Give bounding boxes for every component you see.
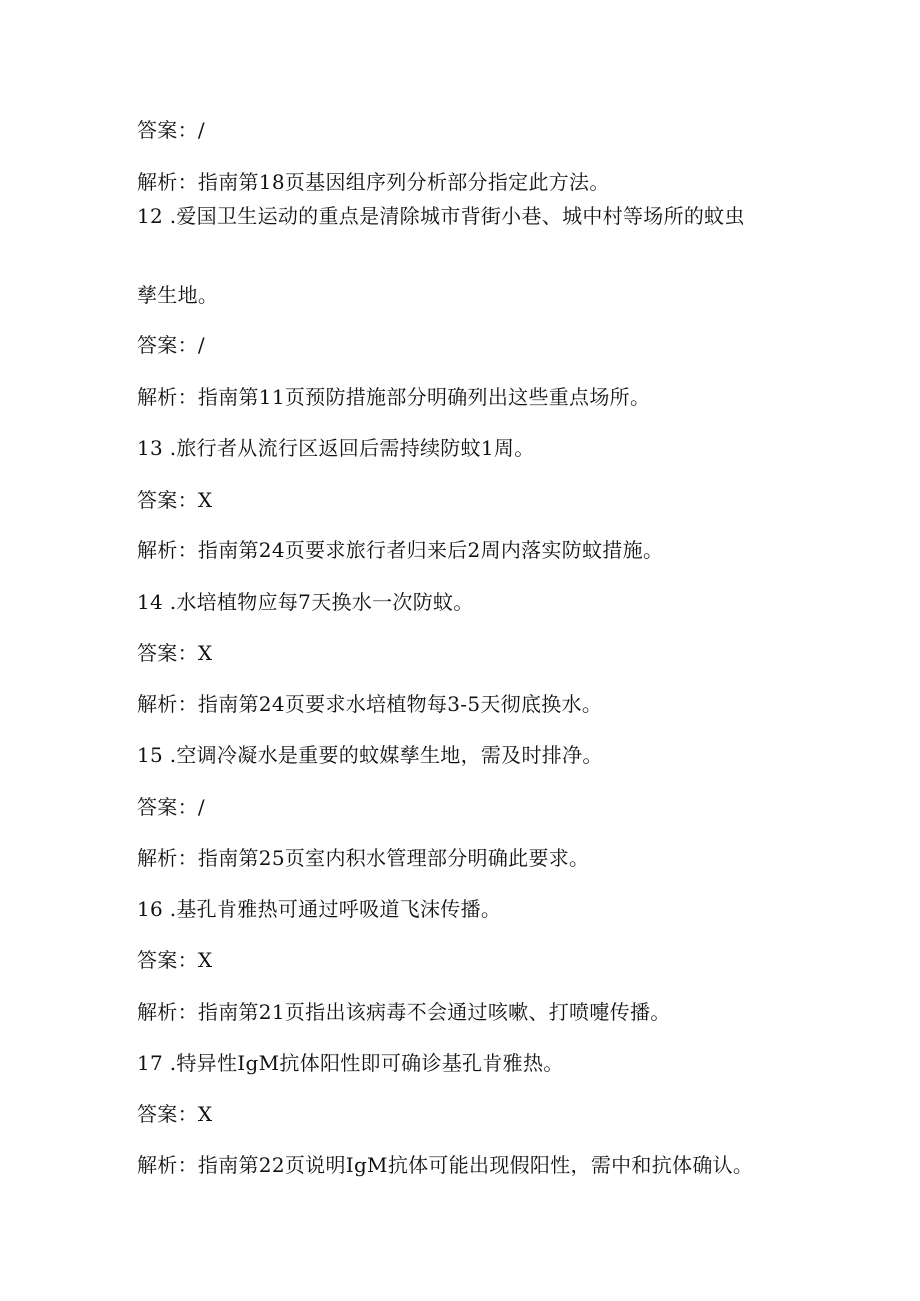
question-17-text: 17 .特异性IgM抗体阳性即可确诊基孔肯雅热。 xyxy=(137,1051,564,1075)
explanation-text: 解析：指南第11页预防措施部分明确列出这些重点场所。 xyxy=(137,385,651,409)
question-16-text: 16 .基孔肯雅热可通过呼吸道飞沫传播。 xyxy=(137,897,502,921)
explanation-text: 解析：指南第24页要求旅行者归来后2周内落实防蚊措施。 xyxy=(137,538,664,562)
explanation-text: 解析：指南第25页室内积水管理部分明确此要求。 xyxy=(137,846,590,870)
answer-text: 答案：X xyxy=(137,948,213,972)
answer-text: 答案：/ xyxy=(137,795,205,819)
answer-text: 答案：X xyxy=(137,1102,213,1126)
explanation-text: 解析：指南第24页要求水培植物每3-5天彻底换水。 xyxy=(137,692,603,716)
question-15-text: 15 .空调冷凝水是重要的蚊媒孳生地，需及时排净。 xyxy=(137,743,603,767)
explanation-text: 解析：指南第18页基因组序列分析部分指定此方法。 xyxy=(137,170,610,194)
explanation-text: 解析：指南第22页说明IgM抗体可能出现假阳性，需中和抗体确认。 xyxy=(137,1153,754,1177)
answer-text: 答案：/ xyxy=(137,118,205,142)
explanation-text: 解析：指南第21页指出该病毒不会通过咳嗽、打喷嚏传播。 xyxy=(137,1000,671,1024)
question-12-continuation: 孳生地。 xyxy=(137,283,219,307)
answer-text: 答案：X xyxy=(137,488,213,512)
answer-text: 答案：/ xyxy=(137,333,205,357)
question-14-text: 14 .水培植物应每7天换水一次防蚊。 xyxy=(137,590,474,614)
answer-text: 答案：X xyxy=(137,641,213,665)
question-13-text: 13 .旅行者从流行区返回后需持续防蚊1周。 xyxy=(137,436,535,460)
question-12-text: 12 .爱国卫生运动的重点是清除城市背街小巷、城中村等场所的蚊虫 xyxy=(137,204,745,228)
